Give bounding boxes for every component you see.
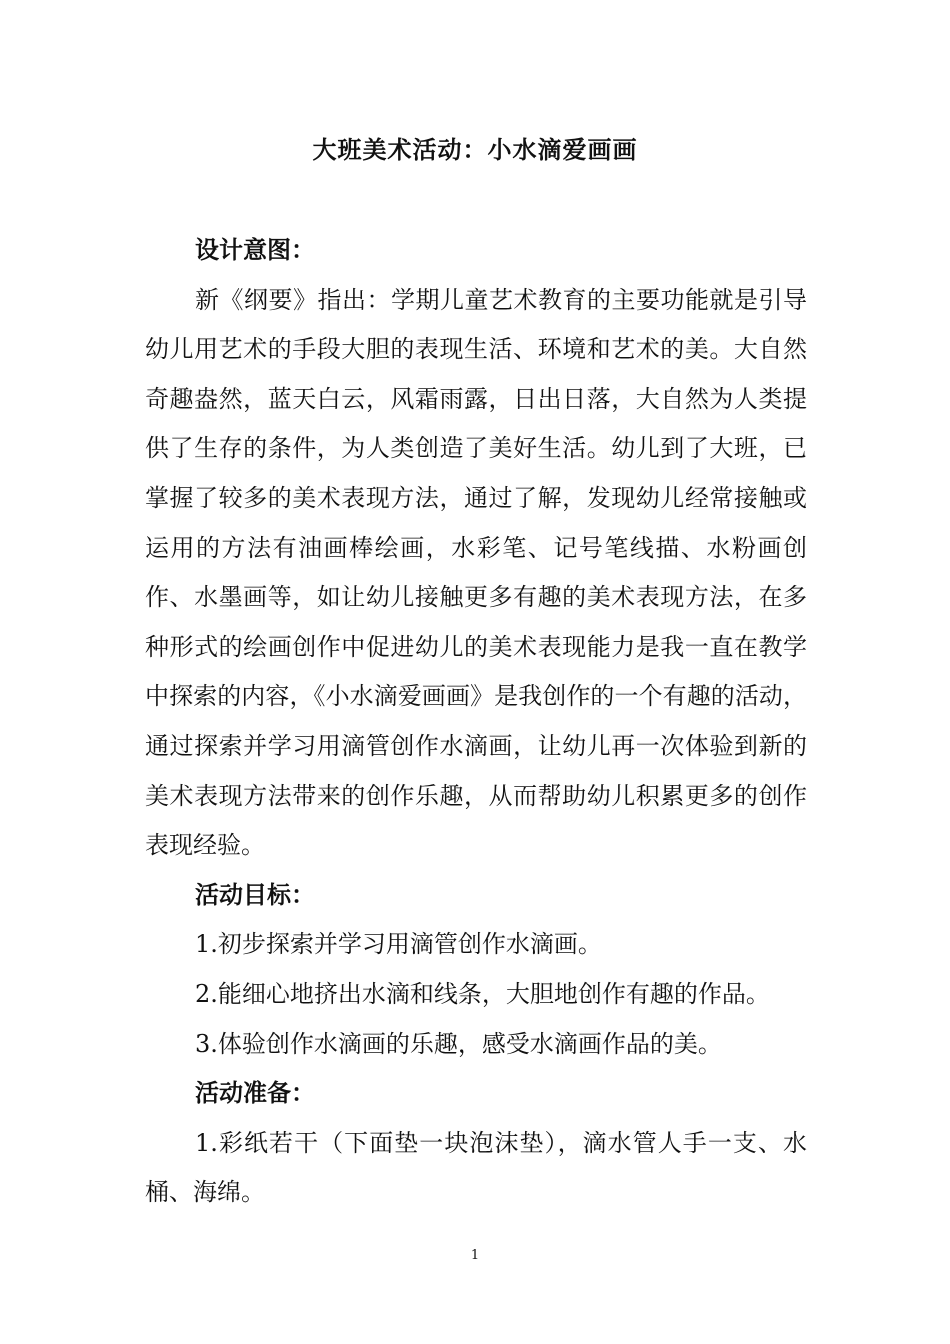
design-intent-paragraph: 新《纲要》指出：学期儿童艺术教育的主要功能就是引导幼儿用艺术的手段大胆的表现生活、环境和艺术的美。大自然奇趣盎然，蓝天白云，风霜雨露，日出日落，大自然为人类提供了生存的条件，为人类创造了美好生活。幼儿到了大班，已掌握了较多的美术表现方法，通过了解，发现幼儿经常接触或运用的方法有油画棒绘画，水彩笔、记号笔线描、水粉画创作、水墨画等，如让幼儿接触更多有趣的美术表现方法，在多种形式的绘画创作中促进幼儿的美术表现能力是我一直在教学中探索的内容，《小水滴爱画画》是我创作的一个有趣的活动，通过探索并学习用滴管创作水滴画，让幼儿再一次体验到新的美术表现方法带来的创作乐趣，从而帮助幼儿积累更多的创作表现经验。: [145, 285, 807, 860]
page-number: 1: [470, 1248, 480, 1263]
document-title: 大班美术活动：小水滴爱画画: [312, 136, 638, 164]
goal-item-2: 2.能细心地挤出水滴和线条，大胆地创作有趣的作品。: [195, 979, 770, 1008]
document-body: [145, 226, 807, 1218]
section-heading-design-intent: 设计意图：: [195, 236, 315, 264]
goal-item-3: 3.体验创作水滴画的乐趣，感受水滴画作品的美。: [195, 1029, 722, 1058]
goal-item-1: 1.初步探索并学习用滴管创作水滴画。: [195, 930, 602, 959]
preparation-item-1: 1.彩纸若干（下面垫一块泡沫垫），滴水管人手一支、水桶、海绵。: [145, 1128, 807, 1207]
section-heading-preparation: 活动准备：: [195, 1079, 315, 1108]
section-heading-goals: 活动目标：: [195, 880, 315, 909]
